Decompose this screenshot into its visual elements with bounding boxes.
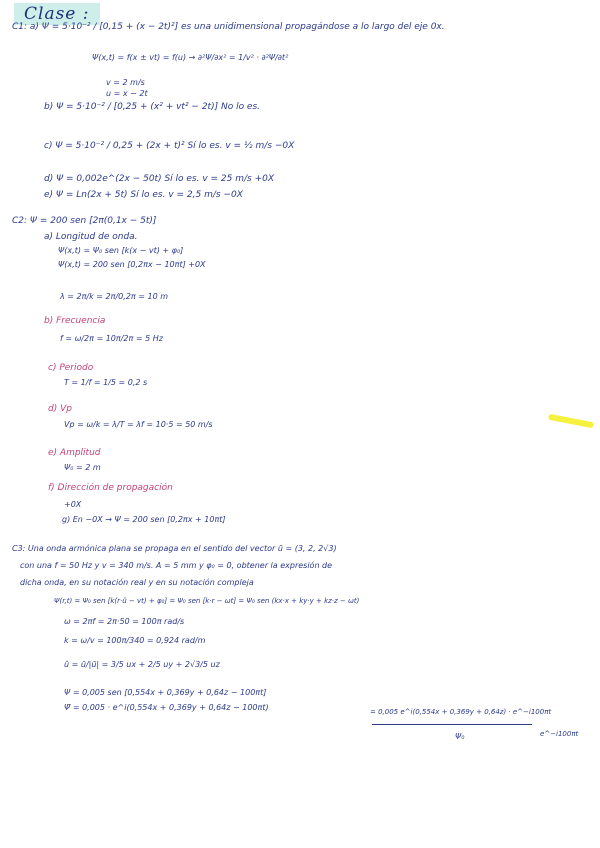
c1-a-line: C1: a) Ψ = 5·10⁻² / [0,15 + (x − 2t)²] es una unidimensional propagándose a lo largo del eje 0x.: [12, 22, 445, 32]
c2-wavelength: λ = 2π/k = 2π/0,2π = 10 m: [60, 292, 168, 301]
c2-d-heading: d) Vp: [48, 404, 72, 414]
c3-statement-2: con una f = 50 Hz y v = 340 m/s. A = 5 mm y φ₀ = 0, obtener la expresión de: [20, 561, 333, 570]
c1-d-line: d) Ψ = 0,002e^(2x − 50t) Sí lo es. v = 25 m/s +0X: [44, 174, 275, 184]
underbrace-rule: [372, 724, 532, 725]
c2-direction: +0X: [64, 500, 82, 509]
c3-omega: ω = 2πf = 2π·50 = 100π rad/s: [64, 617, 185, 626]
c2-general-form: Ψ(x,t) = Ψ₀ sen [k(x − vt) + φ₀]: [58, 246, 184, 255]
c2-title: C2: Ψ = 200 sen [2π(0,1x − 5t)]: [12, 216, 157, 226]
c3-statement-3: dicha onda, en su notación real y en su notación compleja: [20, 578, 254, 587]
c2-amplitude: Ψ₀ = 2 m: [64, 463, 101, 472]
c2-c-heading: c) Periodo: [48, 363, 94, 373]
c2-f-heading: f) Dirección de propagación: [48, 483, 173, 493]
page-title: Clase :: [14, 3, 100, 25]
c2-b-heading: b) Frecuencia: [44, 316, 106, 326]
c3-k: k = ω/v = 100π/340 = 0,924 rad/m: [64, 636, 206, 645]
c2-g-line: g) En −0X → Ψ = 200 sen [0,2πx + 10πt]: [62, 515, 226, 524]
c1-e-line: e) Ψ = Ln(2x + 5t) Sí lo es. v = 2,5 m/s −0X: [44, 190, 243, 200]
c3-complex-notation: Ψ̃ = 0,005 · e^i(0,554x + 0,369y + 0,64z − 100πt): [64, 703, 269, 712]
c3-time-factor: e^−i100πt: [540, 730, 579, 738]
c2-frequency: f = ω/2π = 10π/2π = 5 Hz: [60, 334, 163, 343]
c3-complex-split: = 0,005 e^i(0,554x + 0,369y + 0,64z) · e^−i100πt: [370, 708, 552, 716]
c3-real-notation: Ψ = 0,005 sen [0,554x + 0,369y + 0,64z − 100πt]: [64, 688, 267, 697]
c2-phase-velocity: Vp = ω/k = λ/T = λf = 10·5 = 50 m/s: [64, 420, 213, 429]
c1-u-definition: u = x − 2t: [106, 89, 148, 98]
psi0-label: Ψ₀: [455, 732, 465, 741]
c3-unit-vector: û = ū/|ū| = 3/5 ux + 2/5 uy + 2√3/5 uz: [64, 660, 220, 669]
c1-c-line: c) Ψ = 5·10⁻² / 0,25 + (2x + t)² Sí lo es. v = ½ m/s −0X: [44, 141, 295, 151]
c1-b-line: b) Ψ = 5·10⁻² / [0,25 + (x² + vt² − 2t)] No lo es.: [44, 102, 261, 112]
c2-period: T = 1/f = 1/5 = 0,2 s: [64, 378, 148, 387]
c2-e-heading: e) Amplitud: [48, 448, 101, 458]
highlighter-mark: [548, 414, 594, 429]
c3-statement-1: C3: Una onda armónica plana se propaga en el sentido del vector ū = (3, 2, 2√3): [12, 544, 337, 553]
c2-specific-form: Ψ(x,t) = 200 sen [0,2πx − 10πt] +0X: [58, 260, 206, 269]
c1-velocity: v = 2 m/s: [106, 78, 145, 87]
c2-a-heading: a) Longitud de onda.: [44, 232, 138, 242]
c3-general-expression: Ψ(r,t) = Ψ₀ sen [k(r·û − vt) + φ₀] = Ψ₀ sen [k·r − ωt] = Ψ₀ sen (kx·x + ky·y + kz·z − ωt): [54, 597, 360, 605]
c1-wave-equation: Ψ(x,t) = f(x ± vt) = f(u) → ∂²Ψ/∂x² = 1/v² · ∂²Ψ/∂t²: [92, 53, 289, 62]
